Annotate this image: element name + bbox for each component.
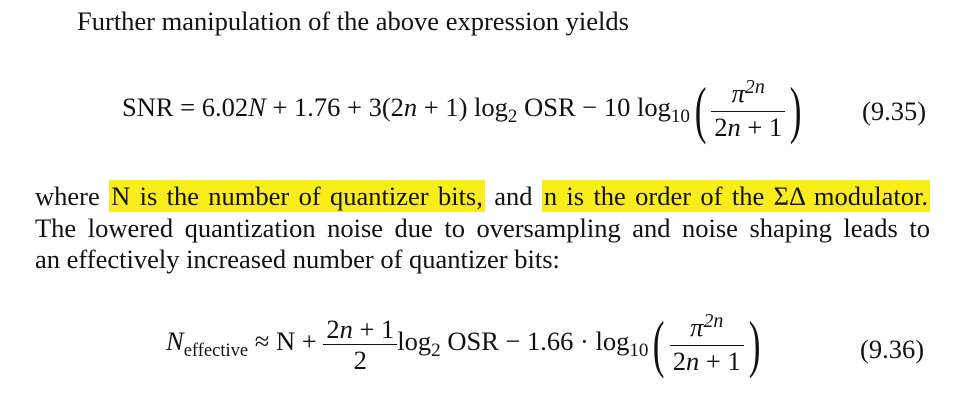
highlight-modulator-order: n is the order of the ΣΔ modulator. [543,181,928,211]
equation-n-effective: $N_{effective} \approx N$ + $\frac{2n + 1}{2}$ $\log_2$ OSR − $1.66 \cdot \log_{10}$( $\frac{\pi^{2n}}{2n + 1}$ ) [166,308,761,379]
equation-number-9-36: (9.36) [860,334,925,364]
equation-number-9-35: (9.35) [862,96,927,126]
highlight-quantizer-bits: N is the number of quantizer bits, [111,181,483,211]
paragraph-line-2: The lowered quantization noise due to oversampling and noise shaping leads to [35,213,930,243]
neff-fraction: $\frac{\pi^{2n}}{2n + 1}$ [670,312,744,376]
coefficient-fraction: $\frac{2n + 1}{2}$ [323,314,397,375]
equation-snr: SNR = 6.02N + 1.76 + 3(2n + 1) $\log_2$ OSR − 10 $\log_{10}$( $\frac{\pi^{2n}}{2n + 1}$ ) [122,74,802,145]
paragraph-line-3: an effectively increased number of quantizer bits: [35,244,560,274]
intro-text: Further manipulation of the above expression yields [77,6,629,36]
snr-fraction: $\frac{\pi^{2n}}{2n + 1}$ [711,78,785,142]
paragraph-line-1: where N is the number of quantizer bits, and n is the order of the ΣΔ modulator. [35,181,928,211]
